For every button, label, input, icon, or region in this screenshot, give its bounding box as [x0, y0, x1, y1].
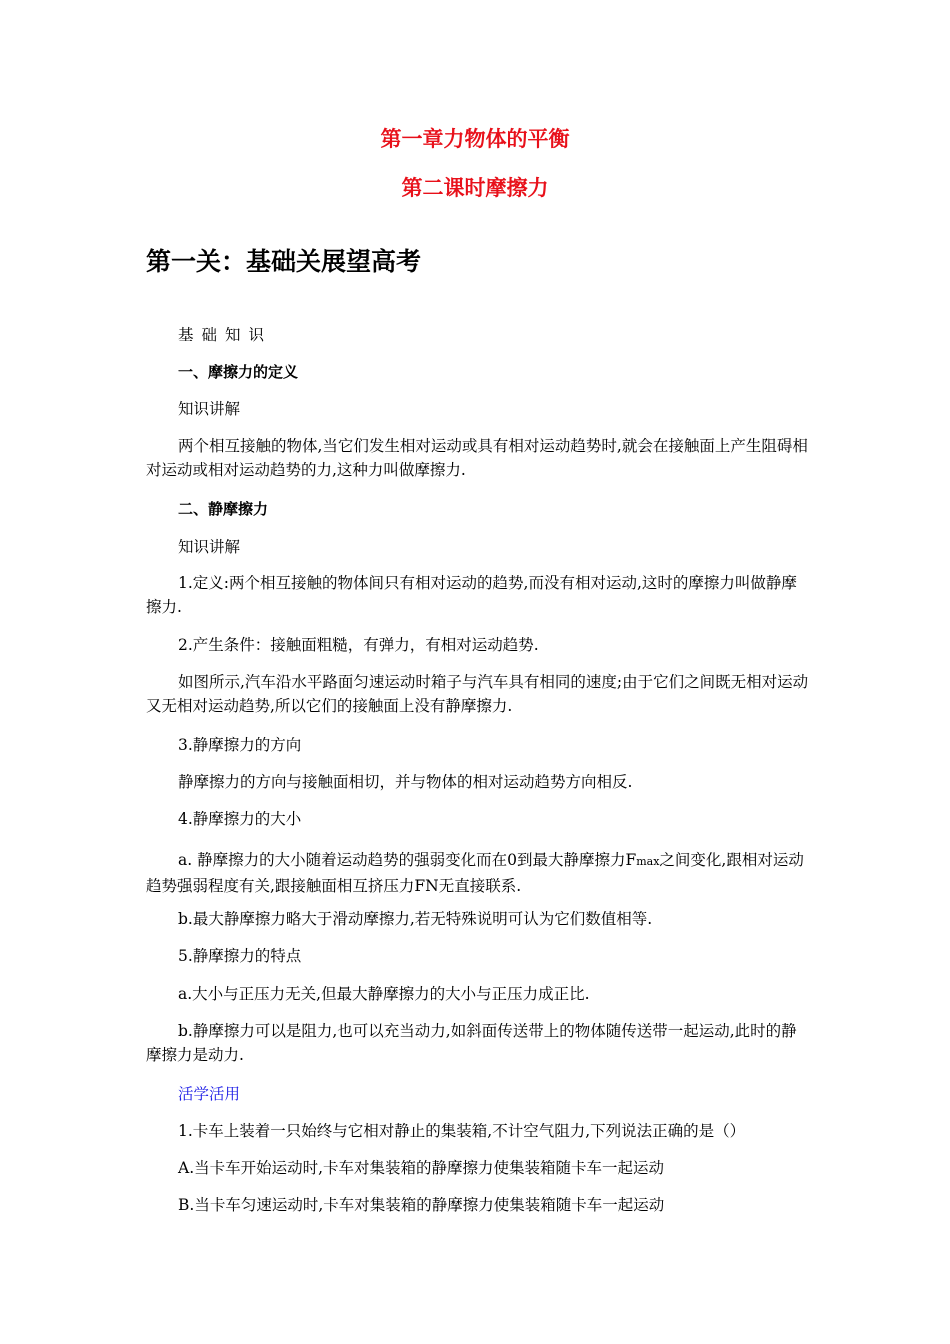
question-1: 1.卡车上装着一只始终与它相对静止的集装箱,不计空气阻力,下列说法正确的是（） — [178, 1122, 746, 1140]
part2-label: 知识讲解 — [178, 538, 241, 556]
item5a: a.大小与正压力无关,但最大静摩擦力的大小与正压力成正比. — [178, 985, 590, 1003]
item4a — [146, 848, 810, 898]
question-1-option-a: A.当卡车开始运动时,卡车对集装箱的静摩擦力使集装箱随卡车一起运动 — [178, 1159, 665, 1177]
item2: 2.产生条件：接触面粗糙，有弹力，有相对运动趋势. — [178, 636, 539, 654]
practice-label: 活学活用 — [178, 1085, 241, 1103]
item4a-subscript: max — [636, 855, 660, 868]
question-1-option-b: B.当卡车匀速运动时,卡车对集装箱的静摩擦力使集装箱随卡车一起运动 — [178, 1196, 665, 1214]
item4b: b.最大静摩擦力略大于滑动摩擦力,若无特殊说明可认为它们数值相等. — [178, 910, 653, 928]
lesson-title: 第二课时摩擦力 — [401, 176, 549, 200]
part1-label: 知识讲解 — [178, 400, 241, 418]
part1-text: 两个相互接触的物体,当它们发生相对运动或具有相对运动趋势时,就会在接触面上产生阻碍相对运动或相对运动趋势的力,这种力叫做摩擦力. — [146, 437, 808, 479]
part1-heading: 一、摩擦力的定义 — [178, 363, 299, 381]
item2-example: 如图所示,汽车沿水平路面匀速运动时箱子与汽车具有相同的速度;由于它们之间既无相对运动又无相对运动趋势,所以它们的接触面上没有静摩擦力. — [146, 673, 809, 715]
item3-text: 静摩擦力的方向与接触面相切，并与物体的相对运动趋势方向相反. — [178, 773, 633, 791]
item4a-post: 之间变化,跟相对运动趋势强弱程度有关,跟接触面相互挤压力FN无直接联系. — [146, 851, 804, 895]
item3: 3.静摩擦力的方向 — [178, 736, 302, 754]
item5b: b.静摩擦力可以是阻力,也可以充当动力,如斜面传送带上的物体随传送带一起运动,此时的静摩擦力是动力. — [146, 1022, 797, 1064]
item4: 4.静摩擦力的大小 — [178, 810, 302, 828]
item5: 5.静摩擦力的特点 — [178, 947, 302, 965]
chapter-title: 第一章力物体的平衡 — [380, 127, 570, 151]
basic-knowledge-label: 基础知识 — [178, 326, 273, 344]
item4a-pre: a. 静摩擦力的大小随着运动趋势的强弱变化而在0到最大静摩擦力F — [178, 851, 637, 869]
item1: 1.定义:两个相互接触的物体间只有相对运动的趋势,而没有相对运动,这时的摩擦力叫做静摩擦力. — [146, 574, 797, 616]
section-heading: 第一关：基础关展望高考 — [146, 247, 422, 276]
part2-heading: 二、静摩擦力 — [178, 500, 269, 518]
